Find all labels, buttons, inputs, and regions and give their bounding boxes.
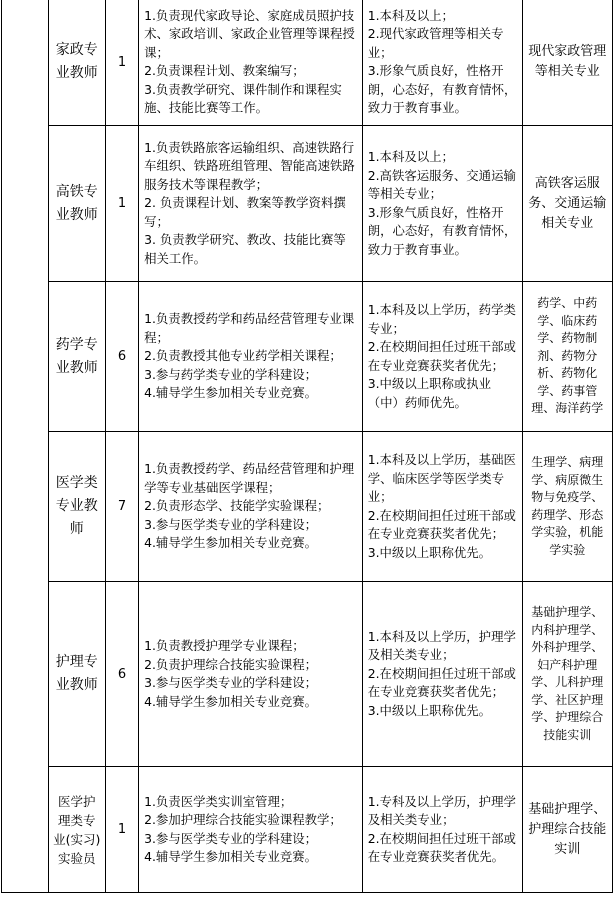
duty-line: 1.负责医学类实训室管理； — [144, 793, 293, 809]
duty-line: 3.参与医学类专业的学科建设； — [144, 516, 318, 532]
requirement-line: 3.形象气质良好，性格开朗，心态好，有教育情怀，致力于教育事业。 — [367, 63, 517, 115]
position-cell: 高铁专业教师 — [48, 126, 105, 282]
majors-cell: 生理学、病理学、病原微生物与免疫学、药理学、形态学实验，机能学实验 — [522, 432, 612, 582]
table-row — [2, 126, 613, 282]
duty-line: 2.负责课程计划、教案编写； — [144, 63, 305, 78]
requirement-line: 2.在校期间担任过班干部或在专业竞赛获奖者优先； — [367, 665, 516, 700]
position-cell: 护理专业教师 — [48, 582, 105, 767]
requirement-line: 2.现代家政管理等相关专业； — [367, 26, 504, 60]
duties-cell — [139, 126, 363, 282]
duty-line: 3.参与药学类专业的学科建设； — [144, 366, 318, 382]
duty-line: 2.参加护理综合技能实验课程教学； — [144, 812, 342, 827]
majors-cell: 高铁客运服务、交通运输相关专业 — [522, 126, 612, 282]
requirement-line: 2.在校期间担任过班干部或在专业竞赛获奖者优先； — [367, 507, 516, 541]
majors-cell: 基础护理学、护理综合技能实训 — [522, 767, 612, 893]
majors-cell: 药学、中药学、临床药学、药物制剂、药物分析、药物化学、药事管理、海洋药学 — [522, 282, 612, 432]
requirement-line: 3.中级以上职称优先。 — [367, 544, 492, 560]
duty-line: 2.负责形态学、技能学实验课程； — [144, 498, 330, 514]
duty-line: 1.负责教授药学和药品经营管理专业课程； — [144, 311, 355, 345]
requirements-cell — [362, 126, 522, 282]
requirements-cell — [362, 432, 522, 582]
duty-line: 2.负责教授其他专业药学相关课程； — [144, 348, 342, 364]
table-row — [2, 582, 613, 767]
requirements-cell — [362, 582, 522, 767]
duties-cell — [139, 582, 363, 767]
duty-line: 4.辅导学生参加相关专业竞赛。 — [144, 849, 318, 864]
duty-line: 1.负责教授药学、药品经营管理和护理学等专业基础医学课程； — [144, 461, 355, 495]
duty-line: 3.参与医学类专业的学科建设； — [144, 675, 318, 690]
majors-cell: 现代家政管理等相关专业 — [522, 0, 612, 126]
duty-line: 3.参与医学类专业的学科建设； — [144, 830, 318, 846]
position-cell: 医学护理类专业(实习)实验员 — [48, 767, 105, 893]
duty-line: 1.负责现代家政导论、家庭成员照护技术、家政培训、家政企业管理等课程授课； — [144, 7, 355, 60]
duties-cell — [139, 432, 363, 582]
category-cell — [2, 0, 49, 893]
duties-cell — [139, 282, 363, 432]
duties-cell — [139, 0, 363, 126]
count-cell: 6 — [105, 282, 138, 432]
duty-line: 2.负责护理综合技能实验课程； — [144, 656, 318, 672]
requirement-line: 1.本科及以上学历，药学类专业； — [367, 302, 516, 336]
duties-cell — [139, 767, 363, 893]
count-cell: 1 — [105, 767, 138, 893]
table-row — [2, 767, 613, 893]
majors-cell: 基础护理学、内科护理学、外科护理学、妇产科护理学、儿科护理学、社区护理学、护理综合技能实训 — [522, 582, 612, 767]
duty-line: 4.辅导学生参加相关专业竞赛。 — [144, 693, 318, 709]
duty-line: 1.负责铁路旅客运输组织、高速铁路行车组织、铁路班组管理、智能高速铁路服务技术等课程教学； — [144, 139, 355, 192]
duty-line: 4.辅导学生参加相关专业竞赛。 — [144, 385, 318, 401]
requirements-cell — [362, 767, 522, 893]
table-row — [2, 0, 613, 126]
table-row — [2, 282, 613, 432]
requirement-line: 1.本科及以上学历，护理学及相关类专业； — [367, 628, 516, 663]
count-cell: 6 — [105, 582, 138, 767]
requirement-line: 3.形象气质良好，性格开朗，心态好，有教育情怀，致力于教育事业。 — [367, 204, 517, 257]
position-cell: 医学类专业教师 — [48, 432, 105, 582]
requirements-cell — [362, 282, 522, 432]
requirements-cell — [362, 0, 522, 126]
requirement-line: 1.本科及以上； — [367, 7, 454, 23]
requirement-line: 2.在校期间担任过班干部或在专业竞赛获奖者优先； — [367, 339, 516, 373]
duty-line: 3. 负责教学研究、教改、技能比赛等相关工作。 — [144, 232, 346, 266]
requirement-line: 3.中级以上职称或执业（中）药师优先。 — [367, 376, 492, 410]
table-row — [2, 432, 613, 582]
duty-line: 2. 负责课程计划、教案等教学资料撰写； — [144, 195, 346, 229]
recruitment-table — [1, 0, 613, 893]
duty-line: 3.负责教学研究、课件制作和课程实施、技能比赛等工作。 — [144, 81, 342, 115]
requirement-line: 1.本科及以上学历，基础医学、临床医学等医学类专业； — [367, 452, 516, 504]
position-cell: 药学专业教师 — [48, 282, 105, 432]
requirement-line: 1.本科及以上； — [367, 149, 454, 164]
requirement-line: 2.高铁客运服务、交通运输等相关专业； — [367, 167, 516, 201]
requirement-line: 1.专科及以上学历，护理学及相关类专业； — [367, 793, 516, 827]
count-cell: 1 — [105, 0, 138, 126]
requirement-line: 3.中级以上职称优先。 — [367, 702, 492, 718]
count-cell: 1 — [105, 126, 138, 282]
position-cell: 家政专业教师 — [48, 0, 105, 126]
duty-line: 4.辅导学生参加相关专业竞赛。 — [144, 535, 318, 551]
duty-line: 1.负责教授护理学专业课程； — [144, 638, 305, 653]
requirement-line: 2.在校期间担任过班干部或在专业竞赛获奖者优先。 — [367, 830, 516, 864]
count-cell: 7 — [105, 432, 138, 582]
